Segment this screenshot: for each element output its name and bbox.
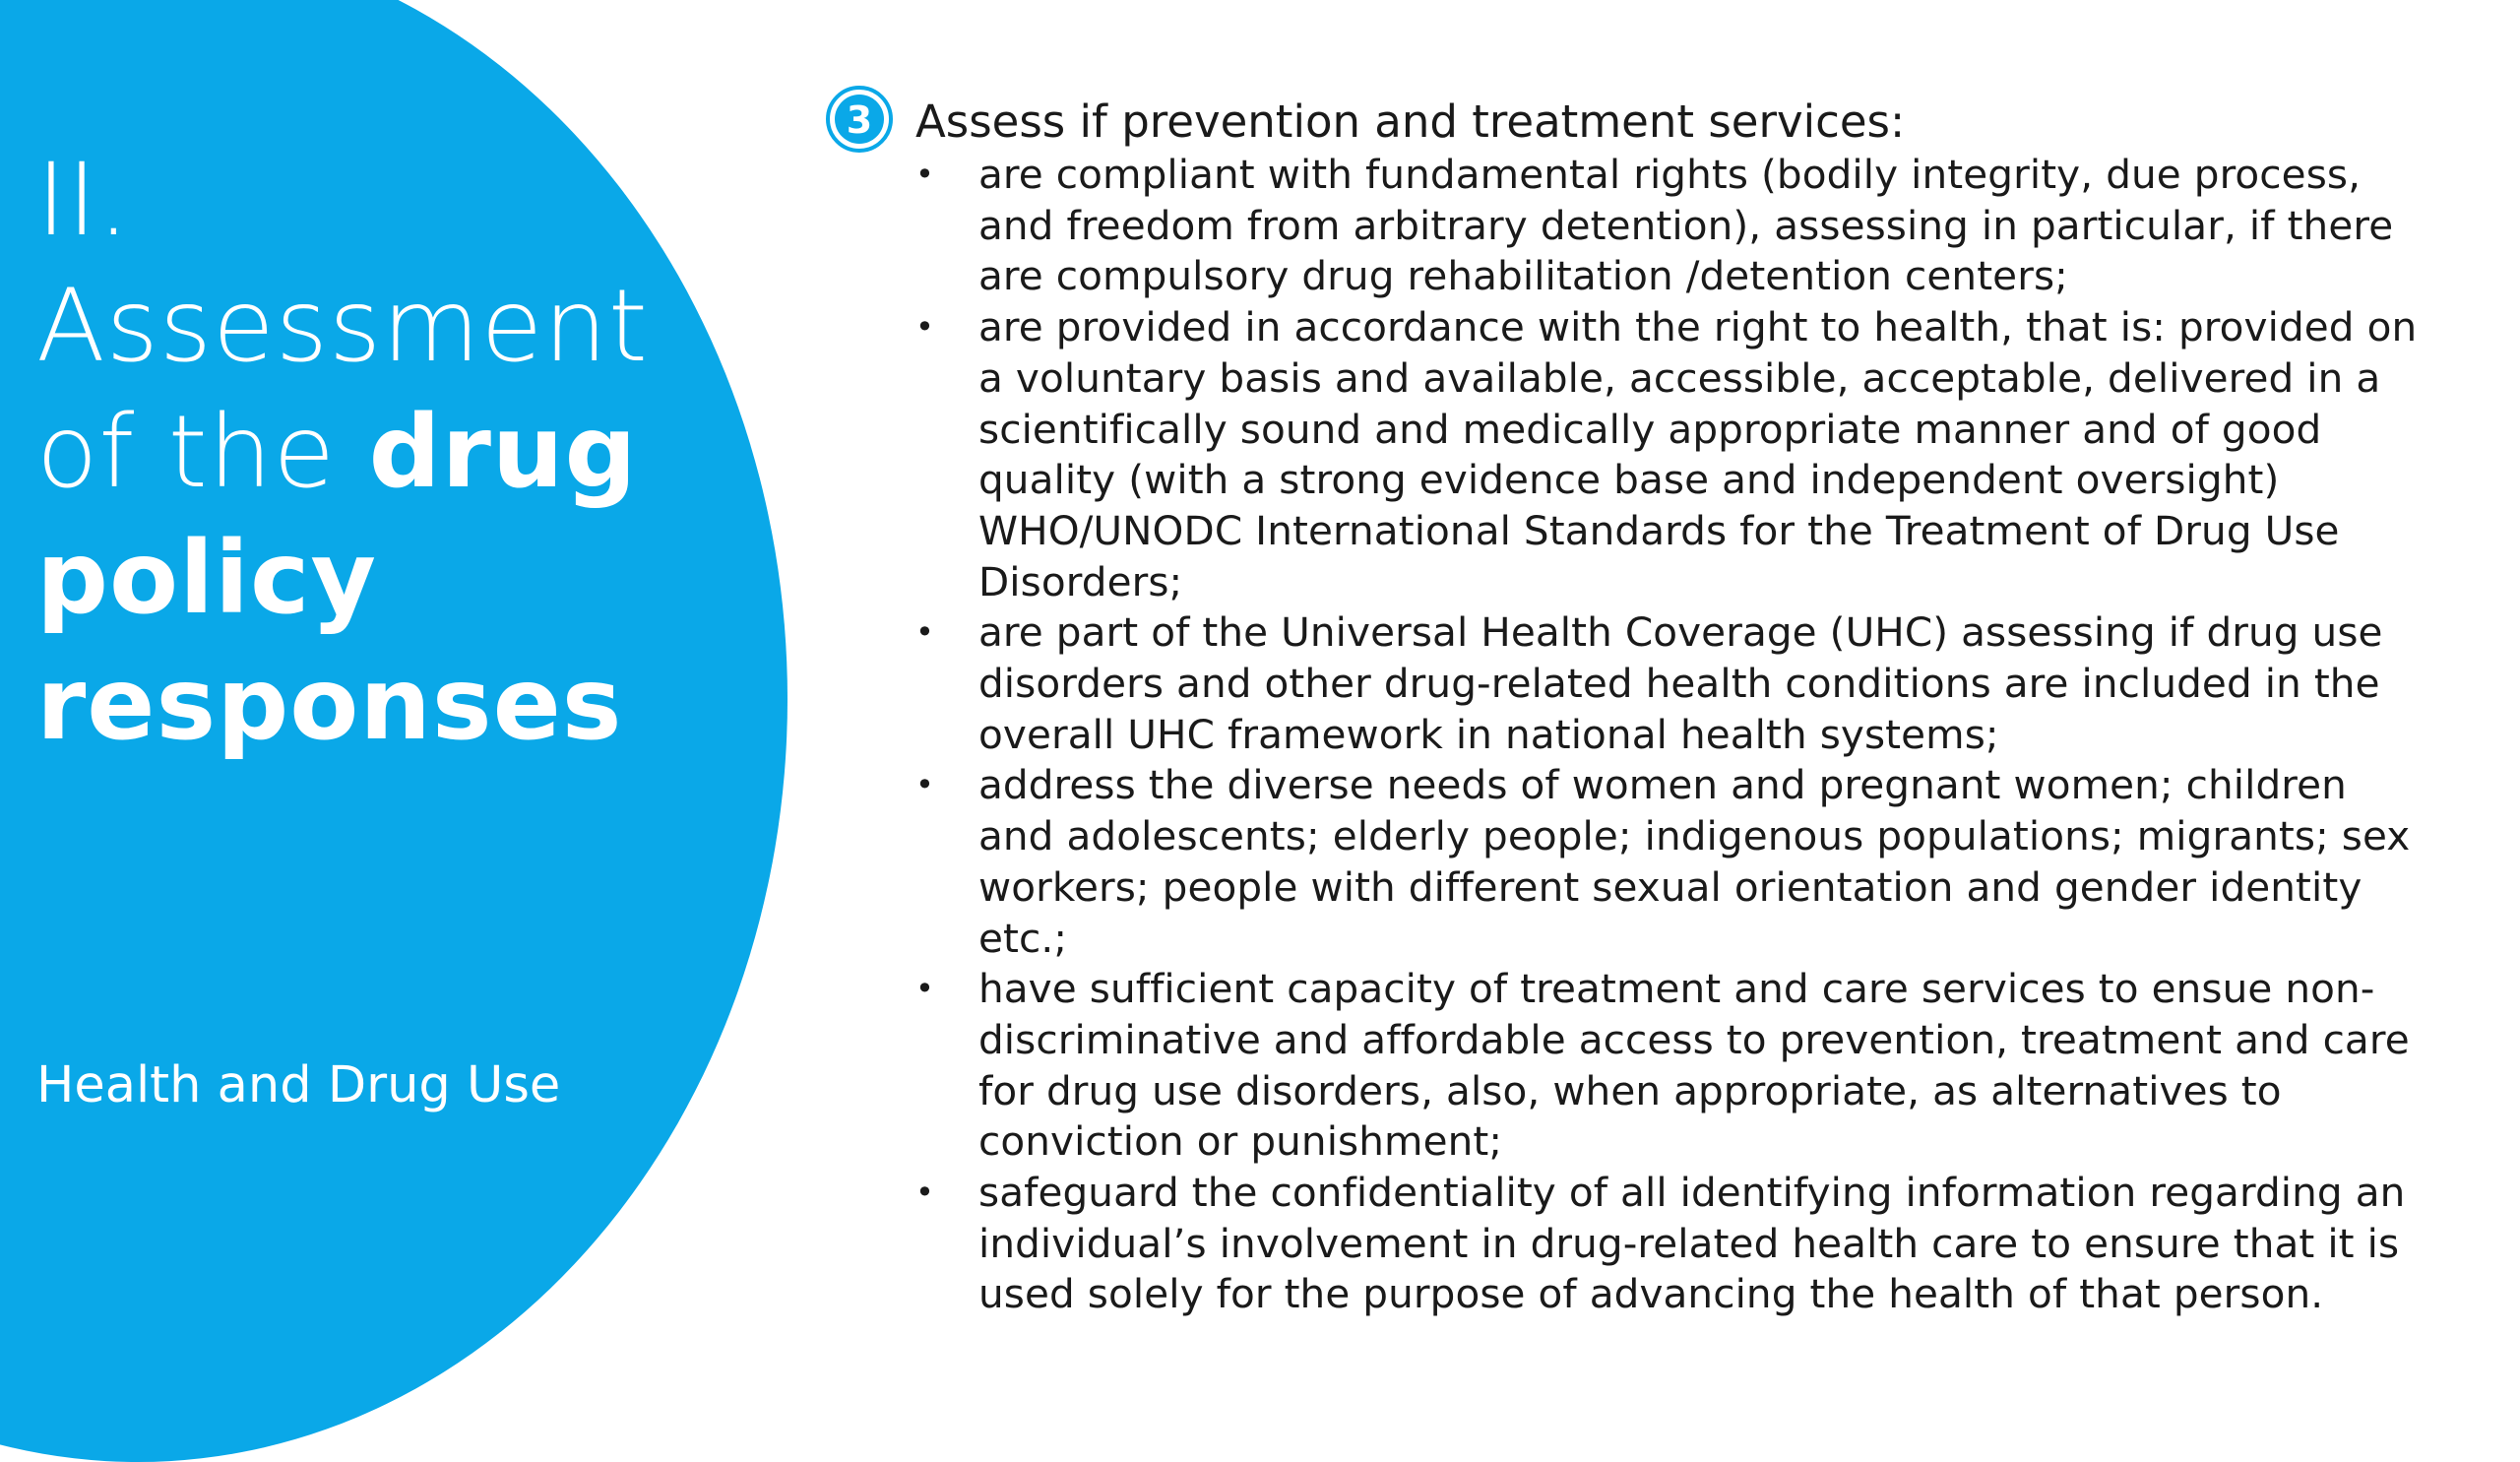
- bullet-icon: •: [915, 970, 934, 1008]
- bullet-text-line: used solely for the purpose of advancing the health of that person.: [978, 1270, 2324, 1318]
- bullet-icon: •: [915, 1174, 934, 1212]
- bullet-text-line: conviction or punishment;: [978, 1117, 1503, 1166]
- bullet-text-line: and adolescents; elderly people; indigenous populations; migrants; sex: [978, 812, 2411, 860]
- bullet-text-line: overall UHC framework in national health systems;: [978, 710, 1999, 758]
- bullet-text-line: safeguard the confidentiality of all identifying information regarding an: [978, 1169, 2406, 1217]
- bullet-text-line: a voluntary basis and available, accessible, acceptable, delivered in a: [978, 353, 2381, 402]
- list-item: [915, 964, 2500, 1168]
- bullet-icon: •: [915, 308, 934, 347]
- bullet-text-line: are part of the Universal Health Coverage (UHC) assessing if drug use: [978, 608, 2383, 657]
- title-line-light: II.: [36, 142, 131, 259]
- bullet-text-line: disorders and other drug-related health conditions are included in the: [978, 660, 2380, 708]
- bullet-icon: •: [915, 766, 934, 804]
- slide-title: [36, 138, 725, 768]
- bullet-text-line: Disorders;: [978, 557, 1183, 605]
- bullet-text-line: workers; people with different sexual orientation and gender identity: [978, 862, 2362, 911]
- step-number: 3: [846, 98, 873, 142]
- title-line-bold: drug: [368, 394, 638, 511]
- title-line-light: Assessment: [36, 268, 649, 385]
- bullet-text-line: are compulsory drug rehabilitation /detention centers;: [978, 252, 2068, 300]
- bullet-text-line: scientifically sound and medically appropriate manner and of good: [978, 405, 2322, 453]
- title-line-light: of the: [36, 394, 369, 511]
- title-line-bold: responses: [36, 646, 623, 763]
- list-item: [915, 302, 2500, 607]
- bullet-text-line: quality (with a strong evidence base and independent oversight): [978, 456, 2280, 504]
- bullet-text-line: for drug use disorders, also, when appropriate, as alternatives to: [978, 1066, 2282, 1114]
- bullet-text-line: discriminative and affordable access to prevention, treatment and care: [978, 1015, 2410, 1063]
- list-item: [915, 607, 2500, 760]
- bullet-text-line: WHO/UNODC International Standards for the Treatment of Drug Use: [978, 506, 2340, 554]
- title-line: [36, 516, 725, 642]
- step-number-badge: [825, 85, 894, 154]
- bullet-text-line: are compliant with fundamental rights (bodily integrity, due process,: [978, 151, 2362, 198]
- list-item: [915, 1168, 2500, 1320]
- bullet-list: [915, 150, 2500, 1320]
- bullet-text-line: individual’s involvement in drug-related health care to ensure that it is: [978, 1219, 2400, 1267]
- title-line: [36, 264, 725, 390]
- bullet-icon: •: [915, 613, 934, 652]
- slide-subtitle: Health and Drug Use: [36, 1056, 561, 1114]
- bullet-text-line: etc.;: [978, 914, 1068, 962]
- title-line: [36, 138, 725, 264]
- title-line: [36, 390, 725, 516]
- title-line-bold: policy: [36, 520, 377, 637]
- bullet-text-line: have sufficient capacity of treatment and care services to ensue non-: [978, 965, 2375, 1013]
- content-block: [915, 96, 2500, 1320]
- intro-text: Assess if prevention and treatment services:: [915, 95, 1906, 148]
- list-item: [915, 760, 2500, 964]
- list-item: [915, 150, 2500, 302]
- bullet-text-line: and freedom from arbitrary detention), assessing in particular, if there: [978, 201, 2394, 249]
- bullet-icon: •: [915, 156, 934, 193]
- title-line: [36, 642, 725, 768]
- bullet-text-line: are provided in accordance with the right to health, that is: provided on: [978, 303, 2418, 351]
- bullet-text-line: address the diverse needs of women and pregnant women; children: [978, 761, 2347, 809]
